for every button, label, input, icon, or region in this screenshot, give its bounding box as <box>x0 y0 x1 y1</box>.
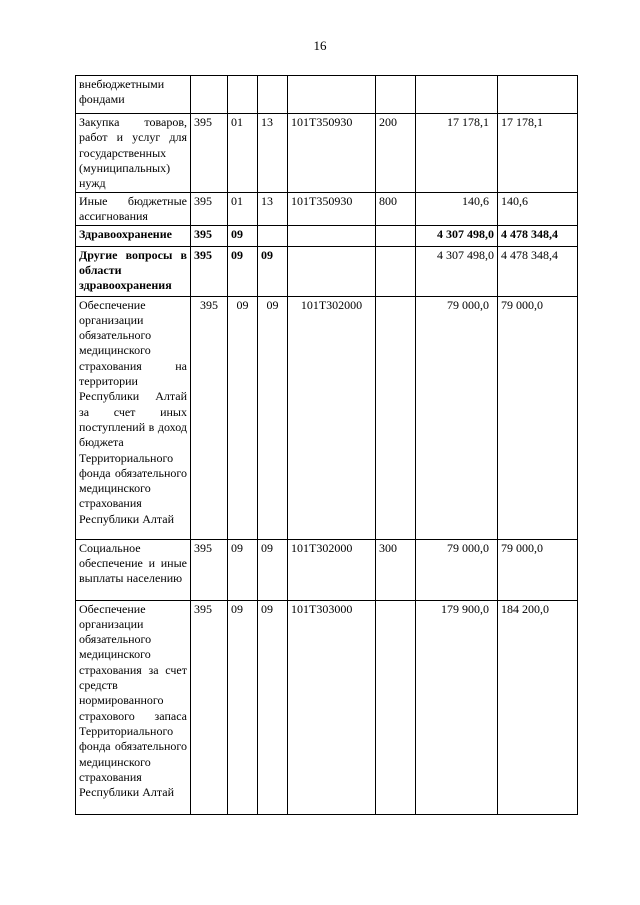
table-row <box>76 76 578 114</box>
row-name: Обеспечение организации обязательного медицинского страхования за счет средств нормированного страхового запаса Территориального фонда обязательного медицинского страхования Республики Алтай <box>76 600 191 814</box>
cell-gr: 395 <box>191 296 228 539</box>
row-name: Закупка товаров, работ и услуг для государственных (муниципальных) нужд <box>76 114 191 193</box>
table-row <box>76 114 578 193</box>
budget-table <box>75 75 578 815</box>
cell-pr: 13 <box>258 193 288 226</box>
table-row <box>76 225 578 246</box>
cell-year2: 79 000,0 <box>498 296 578 539</box>
row-name: Иные бюджетные ассигнования <box>76 193 191 226</box>
row-name: Социальное обеспечение и иные выплаты населению <box>76 539 191 600</box>
cell-vr: 200 <box>376 114 416 193</box>
cell-rz: 09 <box>228 539 258 600</box>
cell-year2: 79 000,0 <box>498 539 578 600</box>
cell-gr: 395 <box>191 600 228 814</box>
cell-year2: 184 200,0 <box>498 600 578 814</box>
cell-rz: 09 <box>228 246 258 296</box>
table-row <box>76 539 578 600</box>
cell-year2 <box>498 76 578 114</box>
cell-rz: 09 <box>228 600 258 814</box>
cell-csr: 101Т302000 <box>288 539 376 600</box>
cell-year1: 79 000,0 <box>416 296 498 539</box>
cell-year2: 4 478 348,4 <box>498 225 578 246</box>
cell-vr <box>376 296 416 539</box>
cell-gr: 395 <box>191 539 228 600</box>
cell-rz <box>228 76 258 114</box>
cell-year1: 4 307 498,0 <box>416 225 498 246</box>
table-row <box>76 600 578 814</box>
cell-csr: 101Т302000 <box>288 296 376 539</box>
table-row <box>76 193 578 226</box>
cell-rz: 01 <box>228 193 258 226</box>
cell-vr <box>376 76 416 114</box>
cell-pr: 09 <box>258 246 288 296</box>
cell-gr: 395 <box>191 114 228 193</box>
row-name: Другие вопросы в области здравоохранения <box>76 246 191 296</box>
cell-csr <box>288 246 376 296</box>
cell-year1: 179 900,0 <box>416 600 498 814</box>
cell-year1: 140,6 <box>416 193 498 226</box>
page-number: 16 <box>313 38 327 53</box>
cell-pr: 13 <box>258 114 288 193</box>
cell-csr: 101Т303000 <box>288 600 376 814</box>
cell-pr <box>258 76 288 114</box>
cell-csr: 101Т350930 <box>288 193 376 226</box>
row-name: внебюджетными фондами <box>76 76 191 114</box>
table-row <box>76 296 578 539</box>
cell-year1: 79 000,0 <box>416 539 498 600</box>
cell-vr: 800 <box>376 193 416 226</box>
cell-pr: 09 <box>258 539 288 600</box>
cell-rz: 09 <box>228 225 258 246</box>
cell-vr <box>376 225 416 246</box>
cell-pr: 09 <box>258 296 288 539</box>
cell-csr <box>288 225 376 246</box>
row-name: Здравоохранение <box>76 225 191 246</box>
cell-pr <box>258 225 288 246</box>
cell-pr: 09 <box>258 600 288 814</box>
cell-year1: 4 307 498,0 <box>416 246 498 296</box>
cell-rz: 01 <box>228 114 258 193</box>
cell-year2: 4 478 348,4 <box>498 246 578 296</box>
cell-year1 <box>416 76 498 114</box>
cell-year1: 17 178,1 <box>416 114 498 193</box>
cell-vr <box>376 246 416 296</box>
cell-gr <box>191 76 228 114</box>
row-name: Обеспечение организации обязательного медицинского страхования на территории Республики Алтай за счет иных поступлений в доход бюджета Территориального фонда обязательного медицинского страхования Республики Алтай <box>76 296 191 539</box>
cell-year2: 140,6 <box>498 193 578 226</box>
cell-rz: 09 <box>228 296 258 539</box>
table-body <box>76 76 578 815</box>
cell-vr: 300 <box>376 539 416 600</box>
cell-gr: 395 <box>191 225 228 246</box>
table-row <box>76 246 578 296</box>
cell-vr <box>376 600 416 814</box>
cell-csr: 101Т350930 <box>288 114 376 193</box>
cell-year2: 17 178,1 <box>498 114 578 193</box>
cell-csr <box>288 76 376 114</box>
cell-gr: 395 <box>191 246 228 296</box>
cell-gr: 395 <box>191 193 228 226</box>
